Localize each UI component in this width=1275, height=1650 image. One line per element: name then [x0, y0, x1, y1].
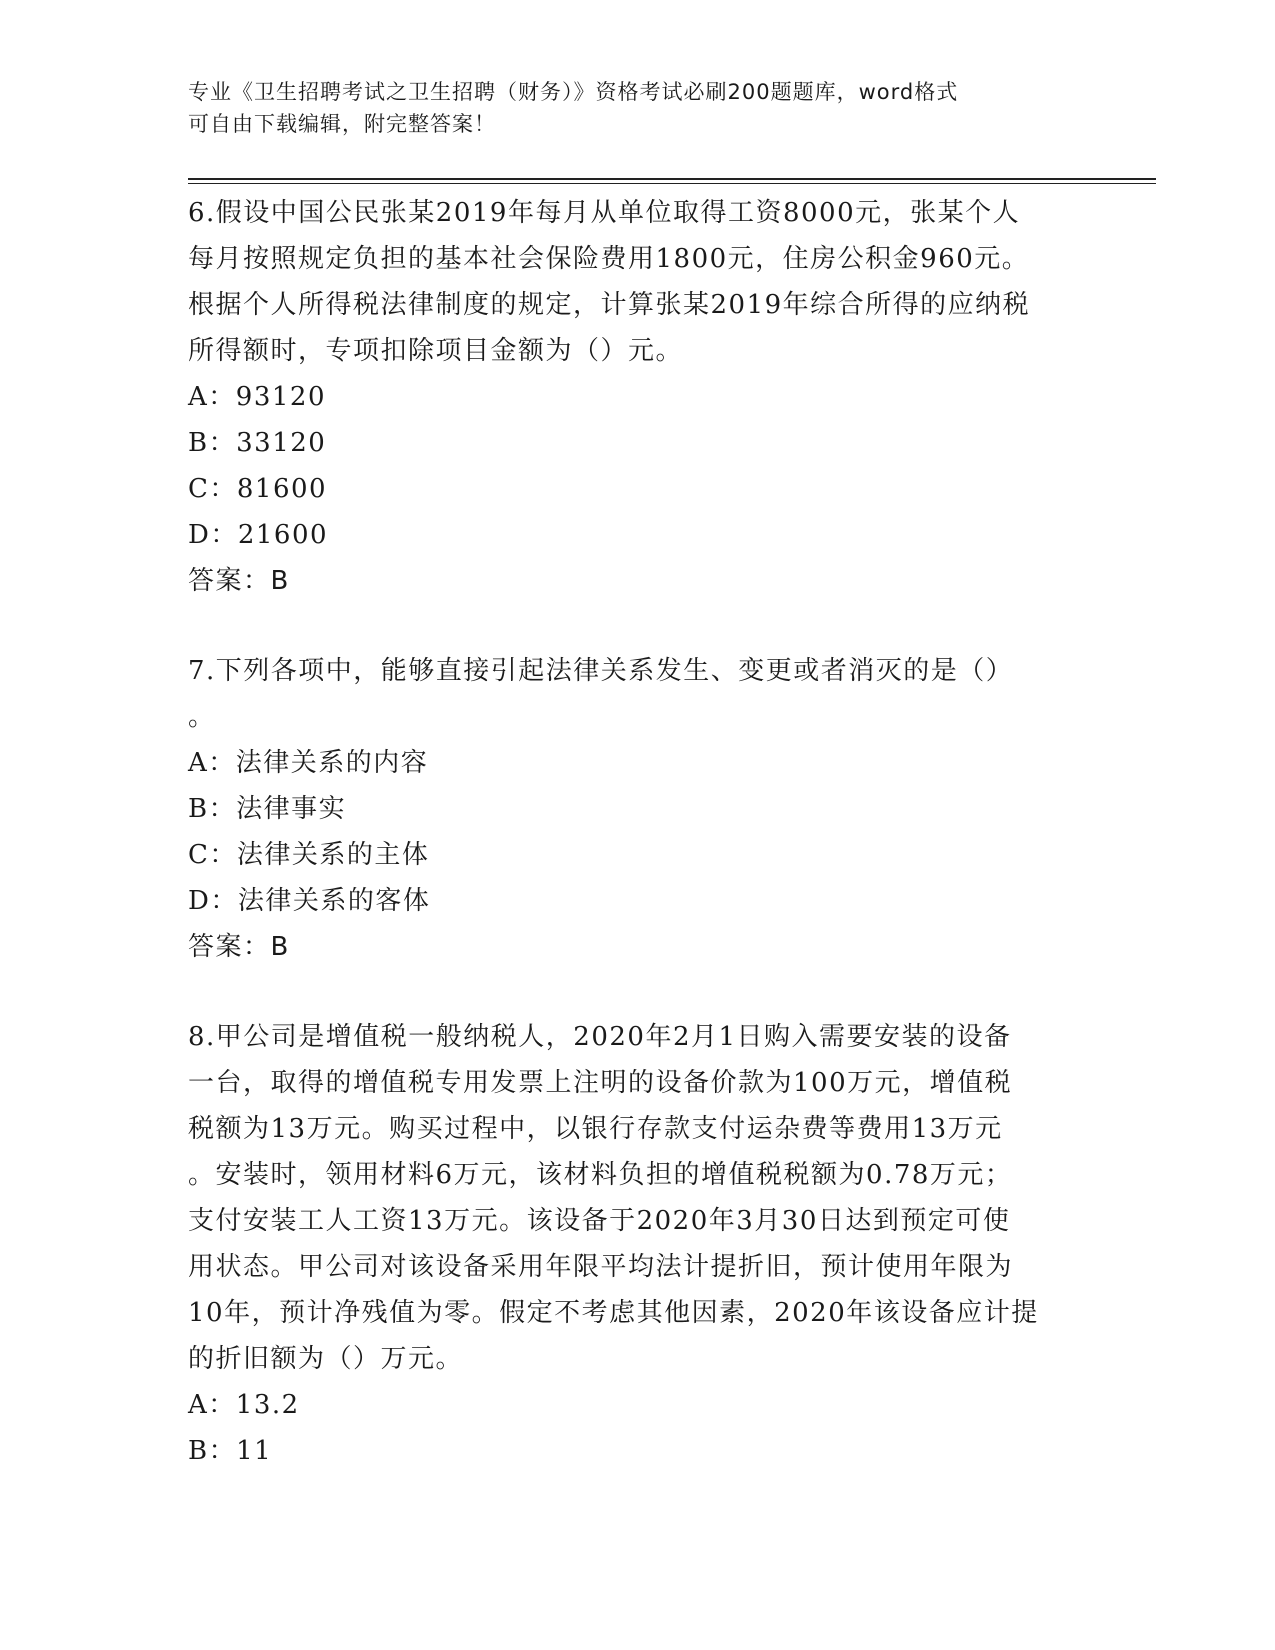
option-d: D：21600	[188, 520, 329, 550]
question-stem-line: 每月按照规定负担的基本社会保险费用1800元，住房公积金960元。	[188, 244, 1030, 274]
question-spacer	[188, 970, 1088, 1014]
header-line-2: 可自由下载编辑，附完整答案！	[188, 112, 496, 136]
question-stem-line: 的折旧额为（）万元。	[188, 1344, 464, 1374]
question-stem-line: 。安装时，领用材料6万元，该材料负担的增值税税额为0.78万元；	[188, 1160, 1013, 1190]
answer-line: 答案：B	[188, 566, 290, 596]
question-list	[188, 190, 1088, 1474]
question-stem-line: 所得额时，专项扣除项目金额为（）元。	[188, 336, 684, 366]
option-a: A：93120	[188, 382, 326, 412]
question-6	[188, 190, 1088, 604]
option-b: B：11	[188, 1436, 273, 1466]
option-c: C：81600	[188, 474, 328, 504]
option-b: B：33120	[188, 428, 327, 458]
option-a: A：法律关系的内容	[188, 748, 429, 778]
question-stem-line: 10年，预计净残值为零。假定不考虑其他因素，2020年该设备应计提	[188, 1298, 1039, 1328]
header-divider-thin	[188, 183, 1156, 184]
question-stem-line: 8.甲公司是增值税一般纳税人，2020年2月1日购入需要安装的设备	[188, 1022, 1012, 1052]
answer-line: 答案：B	[188, 932, 290, 962]
question-stem-line: 一台，取得的增值税专用发票上注明的设备价款为100万元，增值税	[188, 1068, 1013, 1098]
question-stem-line: 6.假设中国公民张某2019年每月从单位取得工资8000元，张某个人	[188, 198, 1021, 228]
question-8	[188, 1014, 1088, 1474]
question-stem-line: 税额为13万元。购买过程中，以银行存款支付运杂费等费用13万元	[188, 1114, 1003, 1144]
question-stem-line: 根据个人所得税法律制度的规定，计算张某2019年综合所得的应纳税	[188, 290, 1031, 320]
question-stem-line: 用状态。甲公司对该设备采用年限平均法计提折旧，预计使用年限为	[188, 1252, 1014, 1282]
question-7	[188, 648, 1088, 970]
header-divider-thick	[188, 178, 1156, 180]
question-stem-line: 7.下列各项中，能够直接引起法律关系发生、变更或者消灭的是（）	[188, 656, 1014, 686]
option-c: C：法律关系的主体	[188, 840, 430, 870]
question-stem-line: 。	[188, 702, 216, 732]
header-line-1: 专业《卫生招聘考试之卫生招聘（财务）》资格考试必刷200题题库，word格式	[188, 80, 959, 104]
question-spacer	[188, 604, 1088, 648]
document-header	[188, 76, 1068, 140]
option-b: B：法律事实	[188, 794, 347, 824]
option-a: A：13.2	[188, 1390, 300, 1420]
option-d: D：法律关系的客体	[188, 886, 431, 916]
question-stem-line: 支付安装工人工资13万元。该设备于2020年3月30日达到预定可使	[188, 1206, 1011, 1236]
